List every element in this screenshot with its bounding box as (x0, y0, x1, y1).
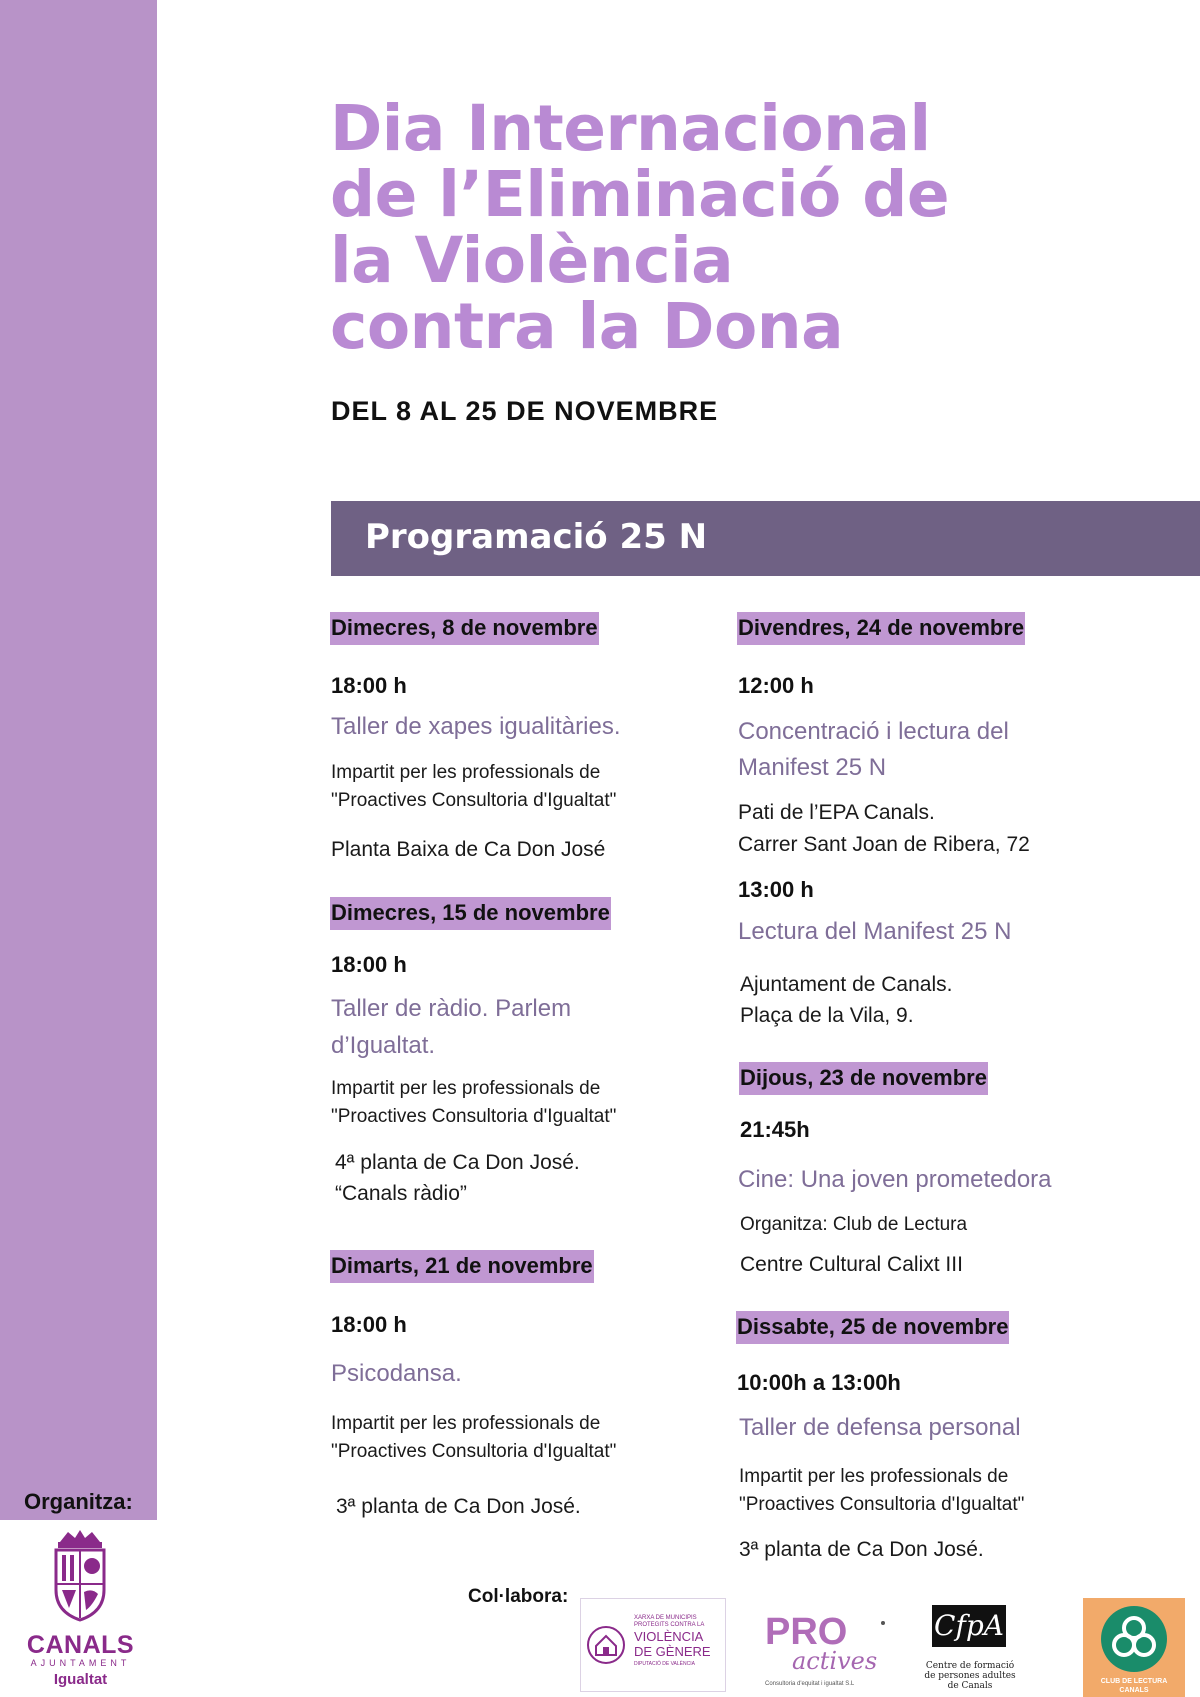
event-activity: Taller de ràdio. Parlem (331, 995, 572, 1022)
xarxa-big-line: DE GÈNERE (634, 1644, 711, 1659)
event-place: 4ª planta de Ca Don José. (335, 1151, 580, 1174)
event-description: Impartit per les professionals de (331, 1078, 601, 1099)
event-time: 13:00 h (738, 877, 814, 902)
event-description: Impartit per les professionals de (331, 1413, 601, 1434)
event-time: 12:00 h (738, 673, 814, 698)
event-activity: Psicodansa. (331, 1360, 462, 1387)
proactives-sub: Consultoria d'equitat i igualtat S.L (765, 1681, 855, 1687)
club-line: CANALS (1119, 1687, 1149, 1694)
poster-title (330, 92, 950, 363)
cfpa-line: de persones adultes (924, 1671, 1016, 1681)
collaborator-label: Col·labora: (468, 1586, 569, 1607)
book-knot-icon (1099, 1604, 1169, 1674)
title-line: Dia Internacional (330, 92, 931, 165)
xarxa-small-line: PROTEGITS CONTRA LA (634, 1622, 705, 1628)
event-place: Carrer Sant Joan de Ribera, 72 (738, 833, 1030, 856)
title-line: la Violència (330, 224, 734, 297)
event-description: "Proactives Consultoria d'Igualtat" (331, 790, 617, 811)
proactives-logo (760, 1600, 890, 1692)
event-description: "Proactives Consultoria d'Igualtat" (331, 1441, 617, 1462)
xarxa-municipis-logo (580, 1598, 726, 1692)
cfpa-line: de Canals (947, 1681, 993, 1691)
day-heading: Divendres, 24 de novembre (737, 612, 1025, 645)
day-heading: Dimecres, 15 de novembre (330, 897, 611, 930)
canals-logo-sub: AJUNTAMENT (30, 1658, 131, 1668)
day-heading: Dimarts, 21 de novembre (330, 1250, 594, 1283)
xarxa-small-line: DIPUTACIÓ DE VALÈNCIA (634, 1661, 695, 1667)
title-line: de l’Eliminació de (330, 158, 950, 231)
event-place: Centre Cultural Calixt III (740, 1253, 963, 1276)
dot-icon (876, 1616, 890, 1630)
event-activity: Taller de xapes igualitàries. (331, 713, 621, 740)
event-description: "Proactives Consultoria d'Igualtat" (739, 1494, 1025, 1515)
event-activity: Taller de defensa personal (739, 1414, 1021, 1441)
canals-logo-tag: Igualtat (53, 1671, 108, 1688)
house-shield-icon (586, 1625, 626, 1665)
event-time: 21:45h (740, 1117, 810, 1142)
event-place: Pati de l’EPA Canals. (738, 801, 935, 824)
day-heading: Dimecres, 8 de novembre (330, 612, 599, 645)
event-place: 3ª planta de Ca Don José. (336, 1495, 581, 1518)
event-description: Impartit per les professionals de (331, 762, 601, 783)
event-time: 10:00h a 13:00h (737, 1370, 901, 1395)
club-lectura-logo (1083, 1598, 1185, 1697)
cfpa-mark: CfpA (932, 1605, 1006, 1647)
club-line: CLUB DE LECTURA (1100, 1678, 1168, 1685)
event-time: 18:00 h (331, 1312, 407, 1337)
xarxa-small-line: XARXA DE MUNICIPIS (634, 1615, 697, 1621)
event-place: Plaça de la Vila, 9. (740, 1004, 914, 1027)
event-place: “Canals ràdio” (335, 1182, 467, 1205)
day-heading: Dissabte, 25 de novembre (736, 1311, 1009, 1344)
actives-wordmark: actives (792, 1647, 878, 1675)
event-activity: Lectura del Manifest 25 N (738, 918, 1012, 945)
canals-council-logo (18, 1528, 143, 1693)
event-description: Impartit per les professionals de (739, 1466, 1009, 1487)
cfpa-logo (920, 1603, 1020, 1695)
event-description: "Proactives Consultoria d'Igualtat" (331, 1106, 617, 1127)
event-time: 18:00 h (331, 673, 407, 698)
event-activity: Concentració i lectura del (738, 718, 1009, 745)
pro-wordmark: PRO (765, 1611, 848, 1653)
title-line: contra la Dona (330, 290, 844, 363)
event-place: Planta Baixa de Ca Don José (331, 838, 606, 861)
coat-of-arms-icon (18, 1528, 143, 1628)
event-time: 18:00 h (331, 952, 407, 977)
cfpa-line: Centre de formació (925, 1661, 1015, 1671)
xarxa-big-line: VIOLÈNCIA (634, 1629, 704, 1644)
event-activity: Cine: Una joven prometedora (738, 1166, 1052, 1193)
event-place: 3ª planta de Ca Don José. (739, 1538, 984, 1561)
programme-banner (331, 501, 1200, 576)
date-range: DEL 8 AL 25 DE NOVEMBRE (331, 396, 719, 426)
canals-logo-name: CANALS (26, 1631, 135, 1659)
organizer-label: Organitza: (24, 1489, 133, 1514)
left-sidebar-band (0, 0, 157, 1520)
day-heading: Dijous, 23 de novembre (739, 1062, 988, 1095)
event-activity: Manifest 25 N (738, 754, 887, 781)
event-organizer: Organitza: Club de Lectura (740, 1214, 968, 1235)
programme-title: Programació 25 N (365, 517, 708, 557)
event-activity: d’Igualtat. (331, 1032, 436, 1059)
event-place: Ajuntament de Canals. (740, 973, 953, 996)
